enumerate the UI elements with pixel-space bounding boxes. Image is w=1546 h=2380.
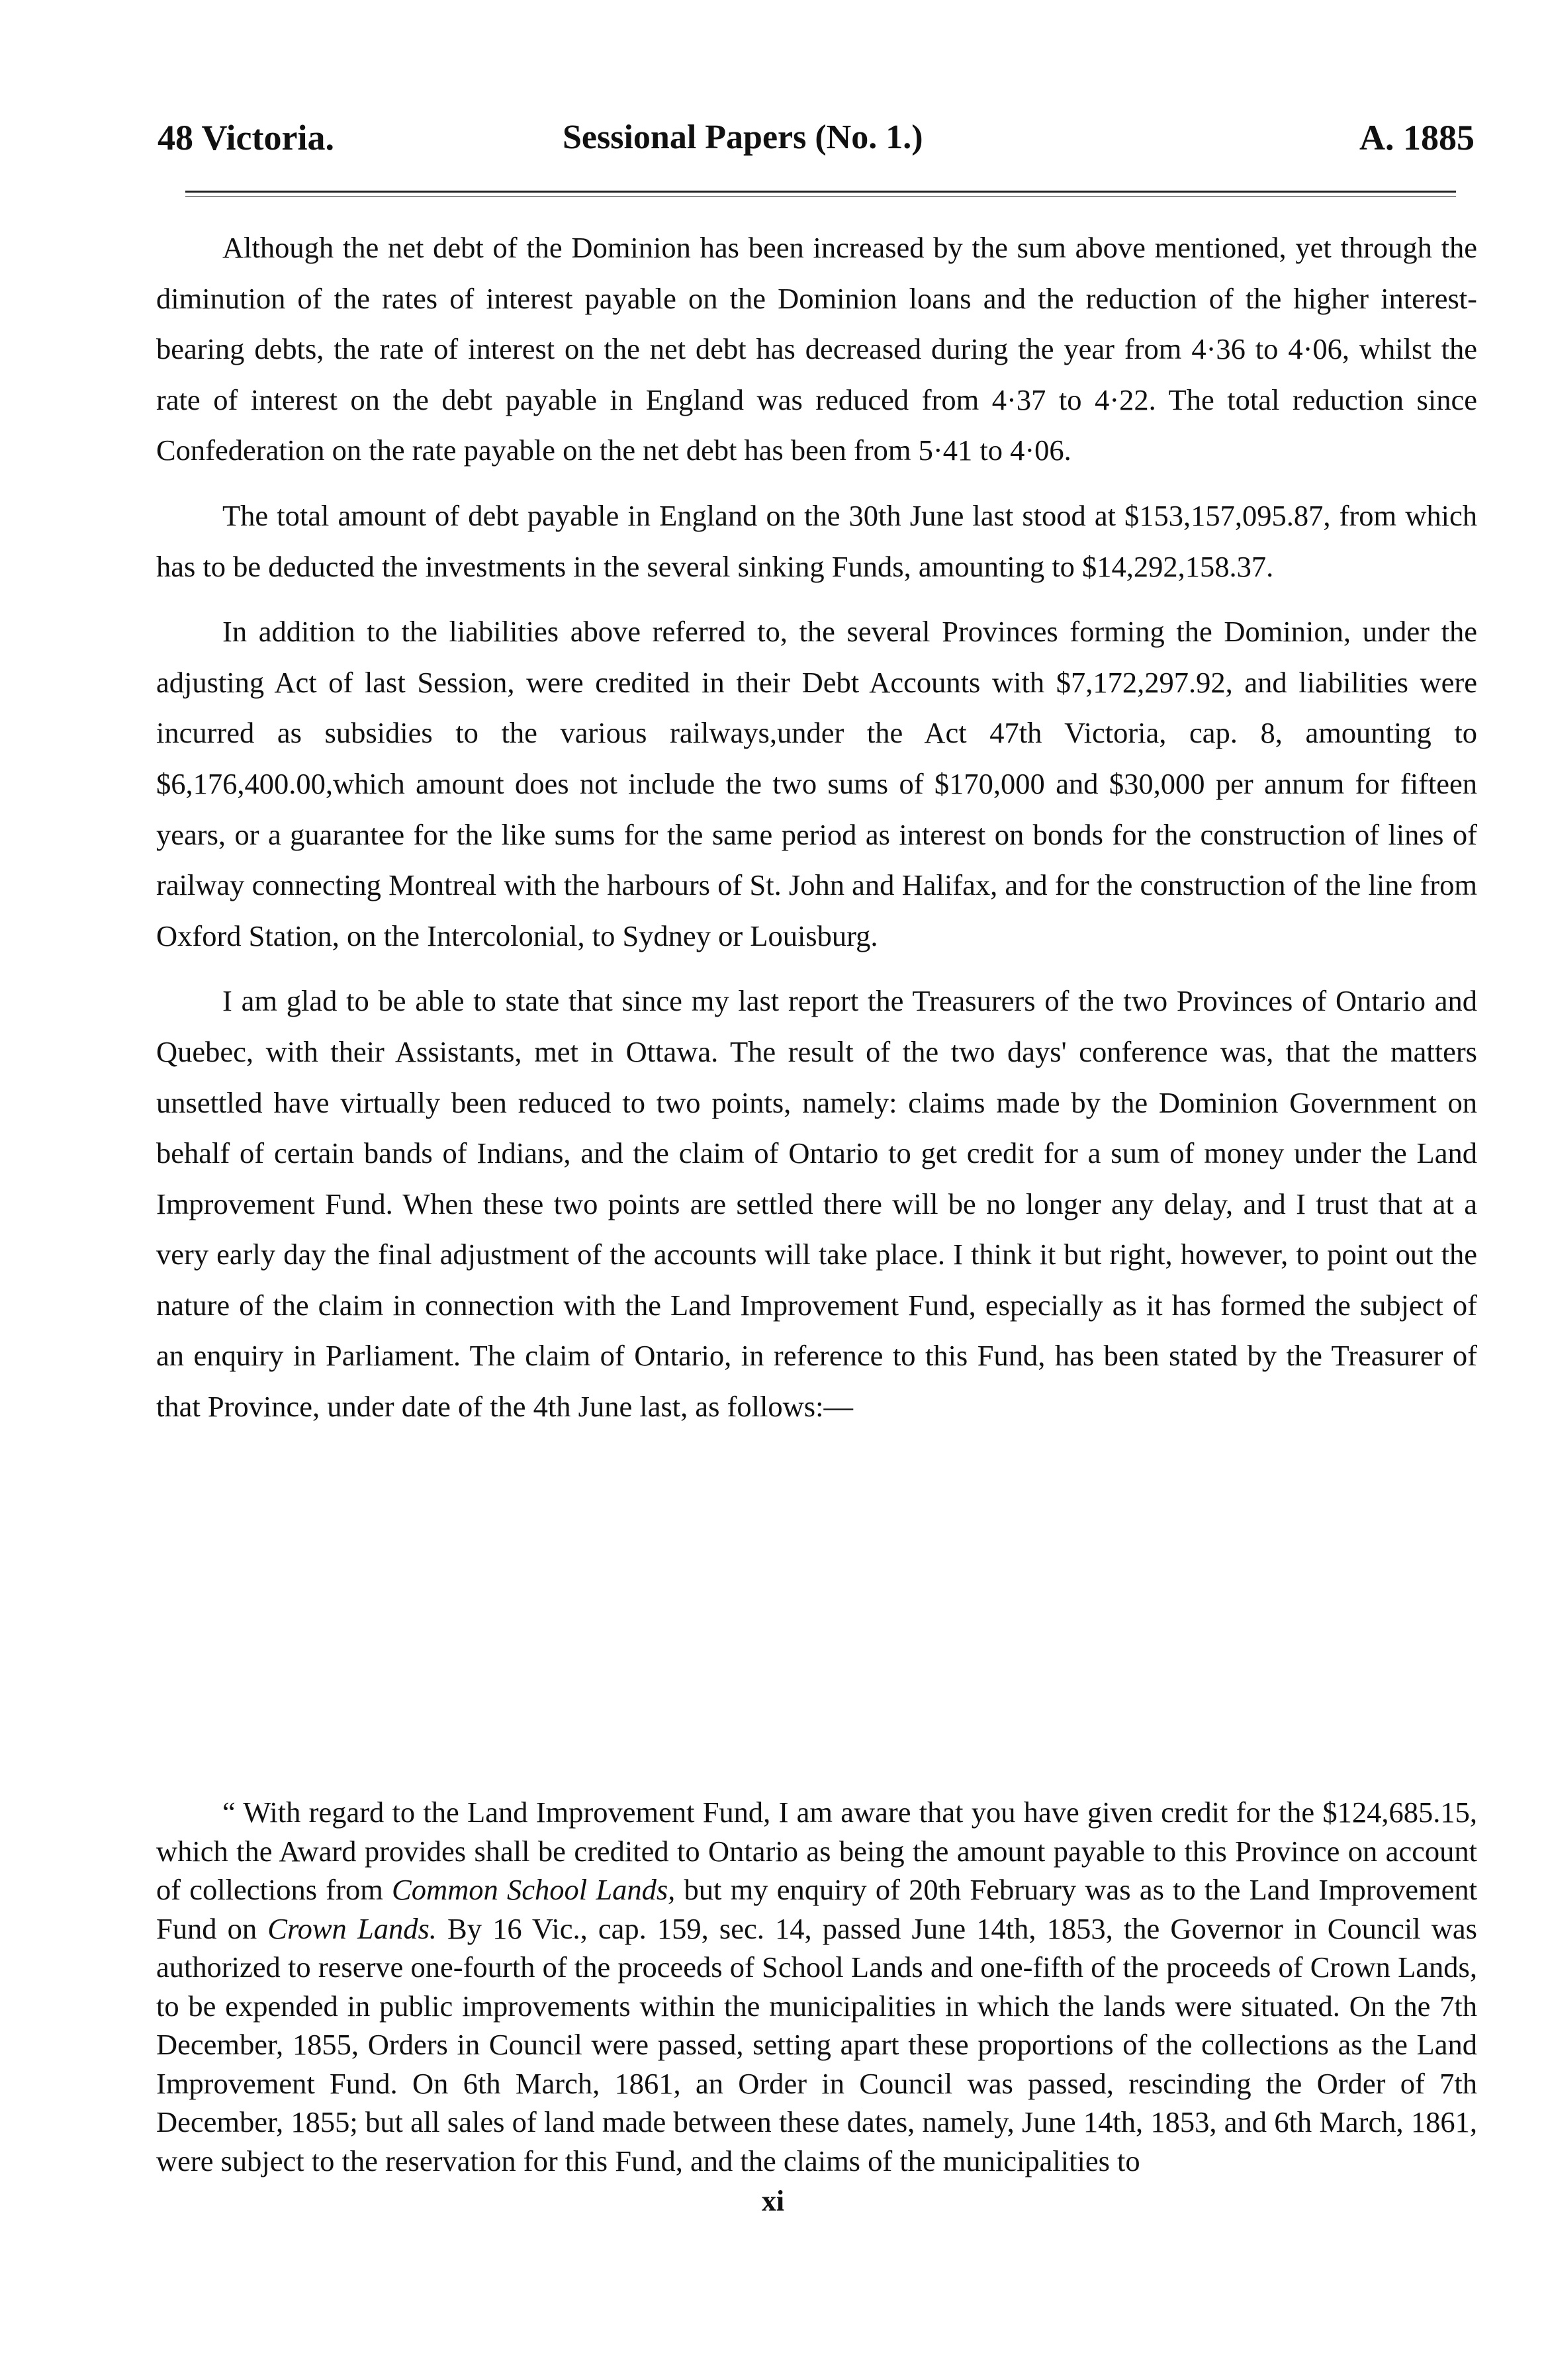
paragraph-england-debt: The total amount of debt payable in England on the 30th June last stood at $153,157,095.87, from which has to be deducted the investments in the several sinking Funds, amounting to $14,292,158.37. [156, 498, 1477, 583]
quoted-letter [156, 1793, 1477, 2180]
paragraph-treasurers-conference: I am glad to be able to state that since my last report the Treasurers of the two Provinces of Ontario and Quebec, with their Assistants, met in Ottawa. The result of the two days' conference was, that the matters unsettled have virtually been reduced to two points, namely: claims made by the Dominion Government on behalf of certain bands of Indians, and the claim of Ontario to get credit for a sum of money under the Land Improvement Fund. When these two points are settled there will be no longer any delay, and I trust that at a very early day the final adjustment of the accounts will take place. I think it but right, however, to point out the nature of the claim in connection with the Land Improvement Fund, especially as it has formed the subject of an enquiry in Parliament. The claim of Ontario, in reference to this Fund, has been stated by the Treasurer of that Province, under date of the 4th June last, as follows:— [156, 984, 1477, 1424]
quote-text-open: “ With regard to the Land Improvement Fund, I am aware that you have given credit for the $124,685.15, which the Award provides shall be credited to Ontario as being the amount payable to this Province on account of collections from [156, 1796, 1477, 1906]
quoted-paragraph [156, 1793, 1477, 2180]
paragraph-provincial-liabilities: In addition to the liabilities above referred to, the several Provinces forming the Dominion, under the adjusting Act of last Session, were credited in their Debt Accounts with $7,172,297.92, and liabilities were incurred as subsidies to the various railways,under the Act 47th Victoria, cap. 8, amounting to $6,176,400.00,which amount does not include the two sums of $170,000 and $30,000 per annum for fifteen years, or a guarantee for the like sums for the same period as interest on bonds for the construction of lines of railway connecting Montreal with the harbours of St. John and Halifax, and for the construction of the line from Oxford Station, on the Intercolonial, to Sydney or Louisburg. [156, 615, 1477, 952]
header-title: Sessional Papers (No. 1.) [563, 118, 923, 156]
quote-italic-crown-lands: Crown Lands. [267, 1911, 437, 1945]
quote-italic-school-lands: Common School Lands, [392, 1873, 676, 1906]
header-volume: 48 Victoria. [158, 118, 334, 158]
header-rule-thin [185, 196, 1456, 197]
running-head [158, 111, 1475, 164]
header-year: A. 1885 [1359, 118, 1475, 158]
paragraph-interest-rates: Although the net debt of the Dominion has been increased by the sum above mentioned, yet through the diminution of the rates of interest payable on the Dominion loans and the reduction of the higher interest-bearing debts, the rate of interest on the net debt has decreased during the year from 4·36 to 4·06, whilst the rate of interest on the debt payable in England was reduced from 4·37 to 4·22. The total reduction since Confederation on the rate payable on the net debt has been from 5·41 to 4·06. [156, 231, 1477, 467]
body-text [156, 222, 1477, 1432]
quote-text-mid: but my enquiry of 20th February was as to the Land Improvement Fund on [156, 1873, 1477, 1945]
quote-text-rest: By 16 Vic., cap. 159, sec. 14, passed June 14th, 1853, the Governor in Council was authorized to reserve one-fourth of the proceeds of School Lands and one-fifth of the proceeds of Crown Lands, to be expended in public improvements within the municipalities in which the lands were situated. On the 7th December, 1855, Orders in Council were passed, setting apart these proportions of the collections as the Land Improvement Fund. On 6th March, 1861, an Order in Council was passed, rescinding the Order of 7th December, 1855; but all sales of land made between these dates, namely, June 14th, 1853, and 6th March, 1861, were subject to the reservation for this Fund, and the claims of the municipalities to [156, 1911, 1478, 2177]
header-rule [185, 191, 1456, 193]
page-number: xi [761, 2185, 785, 2217]
